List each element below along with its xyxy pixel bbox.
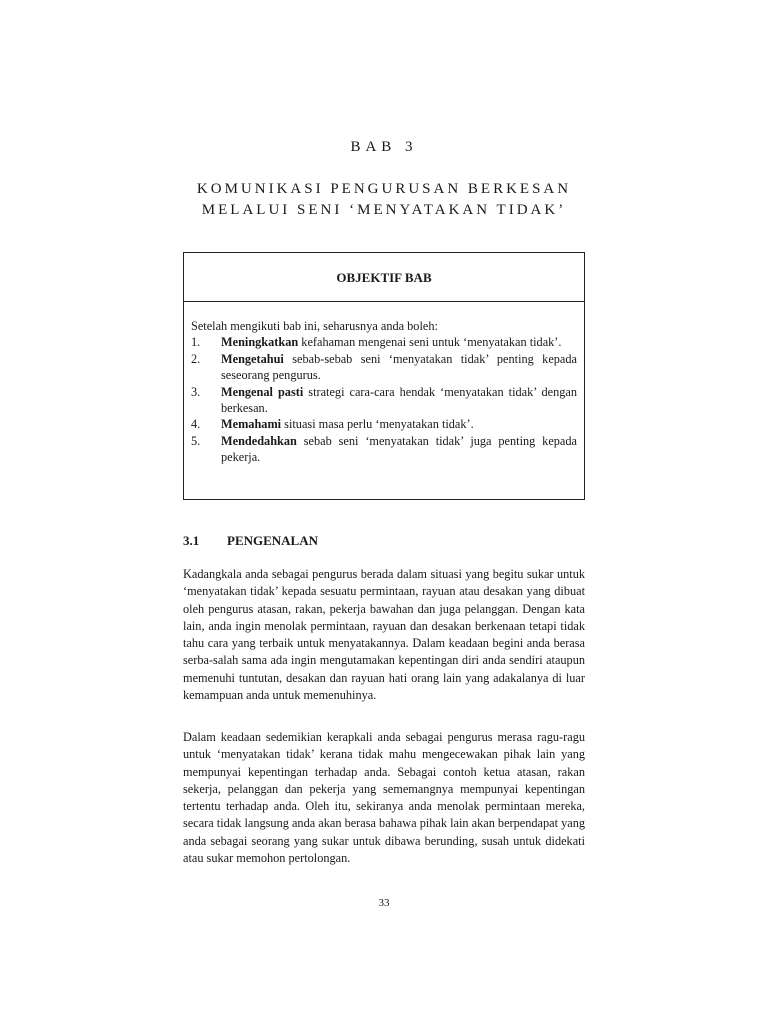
objective-keyword: Memahami: [221, 417, 282, 432]
objectives-box: [183, 252, 585, 500]
objective-description: strategi cara-cara hendak ‘menyatakan tidak’ dengan berkesan.: [221, 384, 577, 416]
objective-keyword: Meningkatkan: [221, 335, 299, 350]
page-number: 33: [378, 897, 390, 909]
objective-text: [221, 433, 577, 466]
objectives-heading: OBJEKTIF BAB: [184, 253, 584, 302]
objective-number: 2.: [191, 351, 201, 366]
objective-description: kefahaman mengenai seni untuk ‘menyatakan tidak’.: [298, 335, 562, 350]
objective-number: 5.: [191, 433, 201, 448]
chapter-title-line: MELALUI SENI ‘MENYATAKAN TIDAK’: [201, 202, 567, 218]
body-paragraph: Kadangkala anda sebagai pengurus berada dalam situasi yang begitu sukar untuk ‘menyatakan tidak’ kepada sesuatu permintaan, rayuan atau desakan yang dibuat oleh pengurus atasan, rakan, pekerja bawahan dan juga pelanggan. Dengan kata lain, anda ingin menolak permintaan, rayuan dan desakan berkenaan tetapi tidak tahu cara yang terbaik untuk menyatakannya. Dalam keadaan begini anda berasa serba-salah sama ada ingin mengutamakan kepentingan diri anda sendiri ataupun memenuhi tuntutan, desakan dan rayuan hati orang lain yang adakalanya di luar kemampuan anda untuk memenuhinya.: [183, 567, 585, 703]
objective-description: sebab-sebab seni ‘menyatakan tidak’ penting kepada seseorang pengurus.: [221, 351, 577, 383]
section-number: 3.1: [183, 533, 200, 548]
objective-description: situasi masa perlu ‘menyatakan tidak’.: [281, 417, 474, 432]
objective-text: [221, 384, 577, 417]
objectives-intro: Setelah mengikuti bab ini, seharusnya anda boleh:: [191, 319, 438, 333]
chapter-number: BAB 3: [350, 139, 418, 155]
objective-number: 3.: [191, 384, 201, 399]
body-paragraph: Dalam keadaan sedemikian kerapkali anda sebagai pengurus merasa ragu-ragu untuk ‘menyatakan tidak’ kerana tidak mahu mengecewakan pihak lain yang mempunyai kepentingan terhadap anda. Sebagai contoh ketua atasan, rakan sekerja, pelanggan dan pekerja yang sememangnya mempunyai kepentingan tertentu terhadap anda. Oleh itu, sekiranya anda menolak permintaan mereka, secara tidak langsung anda akan berasa bahawa pihak lain akan berpendapat yang anda sebagai seorang yang sukar untuk dibawa berunding, susah untuk didekati atau sukar memohon pertolongan.: [183, 730, 585, 866]
chapter-title-line: KOMUNIKASI PENGURUSAN BERKESAN: [196, 181, 572, 197]
objective-number: 1.: [191, 335, 201, 350]
objective-keyword: Mengenal pasti: [221, 384, 304, 399]
objective-keyword: Mengetahui: [221, 351, 284, 366]
objectives-list: [191, 334, 577, 465]
objective-text: [221, 416, 577, 432]
objective-number: 4.: [191, 417, 201, 432]
objective-item: [191, 416, 577, 432]
objective-item: [191, 433, 577, 466]
section-title: PENGENALAN: [227, 533, 319, 548]
objective-item: [191, 384, 577, 417]
objective-keyword: Mendedahkan: [221, 433, 297, 448]
objective-text: [221, 351, 577, 384]
section-heading: [183, 533, 318, 549]
objectives-body: [184, 302, 584, 466]
objective-description: sebab seni ‘menyatakan tidak’ juga penting kepada pekerja.: [221, 433, 577, 465]
chapter-title: [0, 179, 768, 221]
objective-item: [191, 334, 577, 350]
objective-item: [191, 351, 577, 384]
objective-text: [221, 334, 577, 350]
